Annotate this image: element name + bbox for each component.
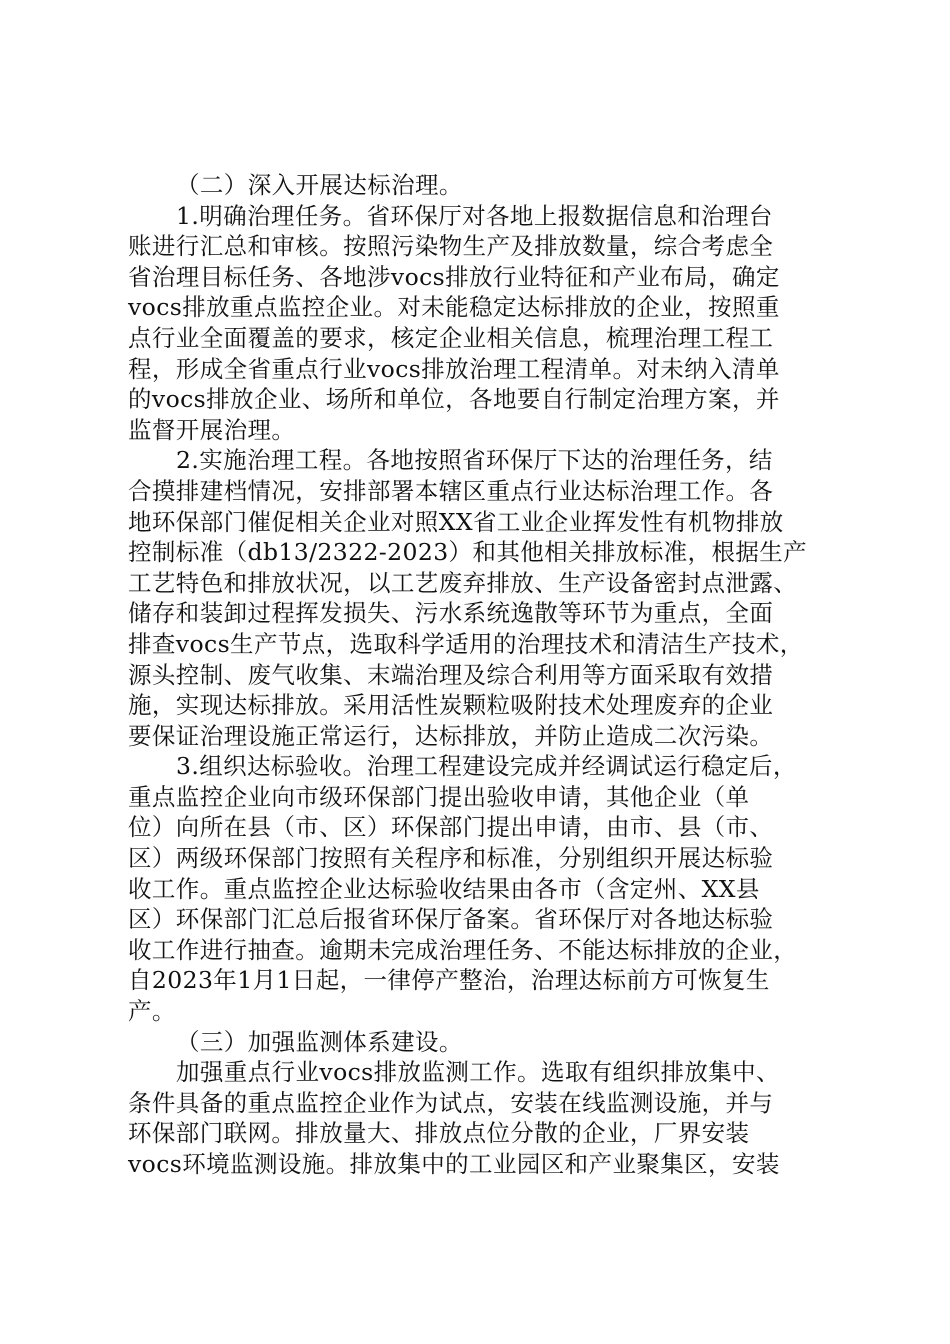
text-line: 控制标准（db13/2322-2023）和其他相关排放标准，根据生产 bbox=[128, 538, 808, 567]
text-line: 的vocs排放企业、场所和单位，各地要自行制定治理方案，并 bbox=[128, 385, 780, 414]
text-line: 2.实施治理工程。各地按照省环保厅下达的治理任务，结 bbox=[176, 446, 773, 475]
text-line: 收工作。重点监控企业达标验收结果由各市（含定州、XX县 bbox=[128, 874, 760, 903]
text-line: 账进行汇总和审核。按照污染物生产及排放数量，综合考虑全 bbox=[128, 232, 774, 261]
text-line: vocs环境监测设施。排放集中的工业园区和产业聚集区，安装 bbox=[128, 1150, 780, 1178]
text-line: 点行业全面覆盖的要求，核定企业相关信息，梳理治理工程工 bbox=[128, 323, 774, 352]
text-line: vocs排放重点监控企业。对未能稳定达标排放的企业，按照重 bbox=[128, 293, 780, 322]
text-line: 条件具备的重点监控企业作为试点，安装在线监测设施，并与 bbox=[128, 1088, 774, 1117]
text-line: 排查vocs生产节点，选取科学适用的治理技术和清洁生产技术， bbox=[128, 629, 804, 658]
text-line: 地环保部门催促相关企业对照XX省工业企业挥发性有机物排放 bbox=[128, 507, 784, 536]
text-line: 重点监控企业向市级环保部门提出验收申请，其他企业（单 bbox=[128, 782, 750, 811]
text-line: 工艺特色和排放状况，以工艺废弃排放、生产设备密封点泄露、 bbox=[128, 568, 798, 597]
text-line: 1.明确治理任务。省环保厅对各地上报数据信息和治理台 bbox=[176, 201, 773, 230]
text-line: 环保部门联网。排放量大、排放点位分散的企业，厂界安装 bbox=[128, 1119, 750, 1148]
text-line: （二）深入开展达标治理。 bbox=[176, 171, 463, 199]
text-line: 区）环保部门汇总后报省环保厅备案。省环保厅对各地达标验 bbox=[128, 905, 774, 934]
text-line: 监督开展治理。 bbox=[128, 415, 296, 444]
text-line: 要保证治理设施正常运行，达标排放，并防止造成二次污染。 bbox=[128, 721, 774, 750]
text-line: 省治理目标任务、各地涉vocs排放行业特征和产业布局，确定 bbox=[128, 262, 780, 291]
text-line: 自2023年1月1日起，一律停产整治，治理达标前方可恢复生 bbox=[128, 966, 770, 995]
text-line: 产。 bbox=[128, 997, 176, 1026]
text-line: 加强重点行业vocs排放监测工作。选取有组织排放集中、 bbox=[176, 1058, 780, 1087]
text-line: （三）加强监测体系建设。 bbox=[176, 1027, 463, 1056]
text-line: 源头控制、废气收集、末端治理及综合利用等方面采取有效措 bbox=[128, 660, 774, 689]
document-body bbox=[128, 170, 828, 1180]
text-line: 收工作进行抽查。逾期未完成治理任务、不能达标排放的企业， bbox=[128, 935, 798, 964]
text-line: 储存和装卸过程挥发损失、污水系统逸散等环节为重点，全面 bbox=[128, 599, 774, 628]
text-line: 施，实现达标排放。采用活性炭颗粒吸附技术处理废弃的企业 bbox=[128, 691, 774, 720]
text-line: 合摸排建档情况，安排部署本辖区重点行业达标治理工作。各 bbox=[128, 476, 774, 505]
text-line: 区）两级环保部门按照有关程序和标准，分别组织开展达标验 bbox=[128, 844, 774, 873]
text-line: 位）向所在县（市、区）环保部门提出申请，由市、县（市、 bbox=[128, 813, 774, 842]
text-line: 3.组织达标验收。治理工程建设完成并经调试运行稳定后， bbox=[176, 752, 797, 781]
text-line: 程，形成全省重点行业vocs排放治理工程清单。对未纳入清单 bbox=[128, 354, 780, 383]
